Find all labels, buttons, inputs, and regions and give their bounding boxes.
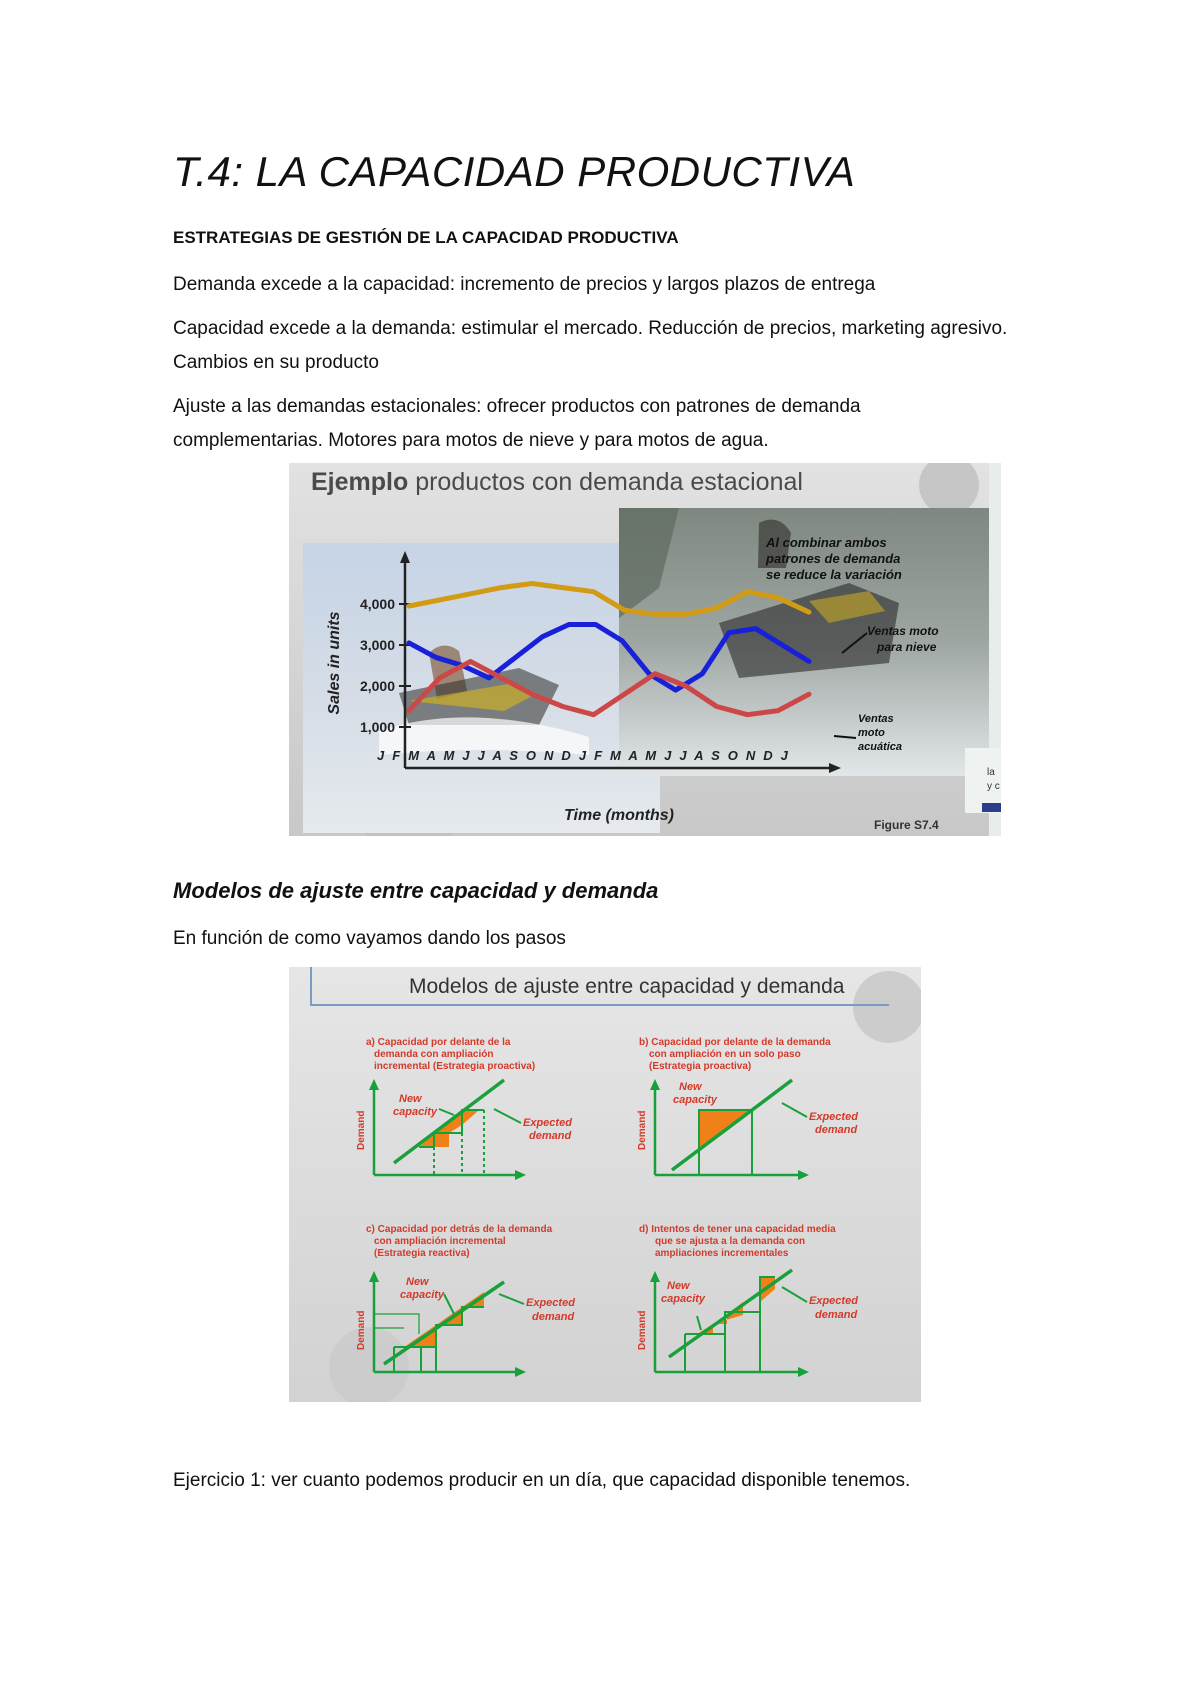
paragraph-steps: En función de como vayamos dando los pasos — [173, 928, 566, 949]
expected-demand-label — [809, 1111, 861, 1136]
panel-caption-line: a) Capacidad por delante de la — [366, 1037, 511, 1048]
expected-demand-line: Expected — [526, 1297, 575, 1309]
panel-caption-line: b) Capacidad por delante de la demanda — [639, 1037, 831, 1048]
x-month-letters: J F M A M J J A S O N D J F M A M J J A S O N D J — [377, 748, 791, 763]
paragraph-demand-exceeds: Demanda excede a la capacidad: incremento de precios y largos plazos de entrega — [173, 274, 876, 295]
paragraph-capacity-exceeds: Capacidad excede a la demanda: estimular el mercado. Reducción de precios, marketing agresivo. Cambios en su producto — [173, 318, 1008, 373]
subheading-models: Modelos de ajuste entre capacidad y demanda — [173, 878, 659, 903]
edge-text: la — [987, 767, 995, 778]
expected-demand-line: demand — [815, 1309, 858, 1321]
panel-caption-line: con ampliación en un solo paso — [649, 1049, 801, 1060]
new-capacity-line: New — [406, 1276, 429, 1288]
slide-title-rest: productos con demanda estacional — [408, 468, 803, 496]
snow-label-line: Ventas moto — [867, 624, 939, 638]
new-capacity-line: capacity — [393, 1106, 438, 1118]
paragraph-exercise: Ejercicio 1: ver cuanto podemos producir en un día, que capacidad disponible tenemos. — [173, 1470, 911, 1491]
expected-demand-line: Expected — [809, 1295, 858, 1307]
y-axis-label: Sales in units — [326, 611, 343, 715]
panel-caption-line: (Estrategia proactiva) — [649, 1061, 752, 1072]
y-tick-label: 4,000 — [359, 596, 395, 612]
capacity-models-diagram — [289, 967, 921, 1402]
axis-label: Demand — [356, 1310, 367, 1350]
section-heading: ESTRATEGIAS DE GESTIÓN DE LA CAPACIDAD PRODUCTIVA — [173, 228, 679, 247]
panel-caption-line: c) Capacidad por detrás de la demanda — [366, 1224, 553, 1235]
slide-title: Modelos de ajuste entre capacidad y demanda — [409, 975, 845, 998]
axis-label: Demand — [356, 1110, 367, 1150]
new-capacity-line: capacity — [673, 1094, 718, 1106]
combined-note-line: se reduce la variación — [766, 567, 902, 582]
new-capacity-line: capacity — [661, 1293, 706, 1305]
y-tick-label: 2,000 — [359, 678, 395, 694]
combined-note-line: Al combinar ambos — [766, 535, 887, 550]
combined-note-line: patrones de demanda — [766, 551, 901, 566]
figure-reference: Figure S7.4 — [874, 818, 939, 832]
expected-demand-label — [523, 1117, 575, 1142]
edge-text: y c — [987, 781, 1000, 792]
panel-caption-line: incremental (Estrategia proactiva) — [374, 1061, 536, 1072]
panel-caption-line: d) Intentos de tener una capacidad media — [639, 1224, 836, 1235]
new-capacity-line: New — [399, 1093, 422, 1105]
slide-title — [311, 468, 803, 496]
new-capacity-line: New — [667, 1280, 690, 1292]
x-axis-label: Time (months) — [564, 807, 674, 824]
axis-label: Demand — [637, 1110, 648, 1150]
seasonal-demand-chart — [289, 463, 1001, 836]
seasonal-demand-figure — [289, 463, 1001, 836]
panel-caption-line: con ampliación incremental — [374, 1236, 506, 1247]
panel-caption-line: demanda con ampliación — [374, 1049, 494, 1060]
water-label-line: moto — [858, 727, 885, 739]
panel-caption-line: (Estrategia reactiva) — [374, 1248, 470, 1259]
water-label-line: acuática — [858, 741, 903, 753]
water-label-line: Ventas — [858, 713, 894, 725]
combined-note — [765, 535, 904, 582]
new-capacity-line: capacity — [400, 1289, 445, 1301]
slide-title-bold: Ejemplo — [311, 468, 409, 496]
expected-demand-line: Expected — [809, 1111, 858, 1123]
panel-caption-line: ampliaciones incrementales — [655, 1248, 789, 1259]
axis-label: Demand — [637, 1310, 648, 1350]
expected-demand-line: demand — [529, 1130, 572, 1142]
expected-demand-line: demand — [815, 1124, 858, 1136]
expected-demand-line: demand — [532, 1311, 575, 1323]
y-tick-label: 1,000 — [359, 719, 395, 735]
snow-label-line: para nieve — [877, 640, 937, 654]
paragraph-seasonal: Ajuste a las demandas estacionales: ofrecer productos con patrones de demanda complementarias. Motores para motos de nieve y para motos de agua. — [173, 396, 861, 451]
page-title: T.4: LA CAPACIDAD PRODUCTIVA — [173, 148, 856, 195]
y-tick-label: 3,000 — [359, 637, 395, 653]
expected-demand-line: Expected — [523, 1117, 572, 1129]
new-capacity-line: New — [679, 1081, 702, 1093]
edge-bar — [982, 803, 1001, 812]
capacity-models-figure — [289, 967, 921, 1402]
panel-caption-line: que se ajusta a la demanda con — [655, 1236, 806, 1247]
